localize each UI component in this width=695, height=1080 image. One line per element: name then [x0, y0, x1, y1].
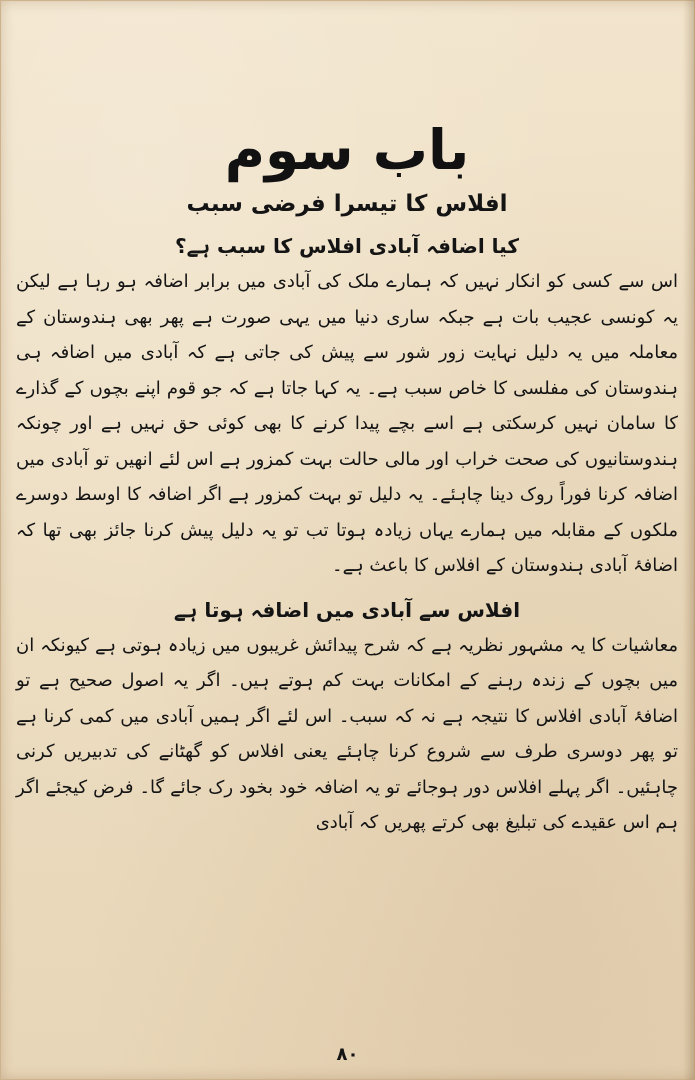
section-heading-1: کیا اضافہ آبادی افلاس کا سبب ہے؟ — [175, 234, 519, 258]
section-paragraph-2: معاشیات کا یہ مشہور نظریہ ہے کہ شرح پیدائش غریبوں میں زیادہ ہوتی ہے کیونکہ ان میں بچوں کے زندہ رہنے کے امکانات بہت کم ہوتے ہیں۔ اگر یہ اصول صحیح ہے تو اضافۂ آبادی افلاس کا نتیجہ ہے نہ کہ سبب۔ اس لئے اگر ہمیں آبادی میں کمی کرنا ہے تو پھر دوسری طرف سے شروع کرنا چاہئے یعنی افلاس کو گھٹانے کی تدبیریں کرنی چاہئیں۔ اگر پہلے افلاس دور ہوجائے تو یہ اضافہ خود بخود رک جائے گا۔ فرض کیجئے اگر ہم اس عقیدے کی تبلیغ بھی کرتے پھریں کہ آبادی — [16, 634, 678, 833]
section-paragraph-1: اس سے کسی کو انکار نہیں کہ ہمارے ملک کی آبادی میں برابر اضافہ ہو رہا ہے لیکن یہ کونسی عجیب بات ہے جبکہ ساری دنیا میں یہی صورت ہے پھر بھی ہندوستان کے معاملہ میں یہ دلیل نہایت زور شور سے پیش کی جاتی ہے کہ آبادی میں اضافہ ہی ہندوستان کی مفلسی کا خاص سبب ہے۔ یہ کہا جاتا ہے کہ جو قوم اپنے بچوں کے گذارے کا سامان نہیں کرسکتی ہے اسے بچے پیدا کرنے کا بھی کوئی حق نہیں ہے اور چونکہ ہندوستانیوں کی صحت خراب اور مالی حالت بہت کمزور ہے اس لئے انھیں تو آبادی میں اضافہ کرنا فوراً روک دینا چاہئے۔ یہ دلیل تو بہت کمزور ہے اگر اضافہ کا اوسط دوسرے ملکوں کے مقابلہ میں ہمارے یہاں زیادہ ہوتا تب تو یہ دلیل پیش کرنا جائز بھی تھا کہ اضافۂ آبادی ہندوستان کے افلاس کا باعث ہے۔ — [16, 271, 678, 576]
chapter-subtitle: افلاس کا تیسرا فرضی سبب — [186, 191, 508, 217]
page-edge-shadow — [683, 0, 695, 1080]
page-number: ۸۰ — [336, 1044, 359, 1065]
page-content — [16, 112, 678, 841]
chapter-title: باب سوم — [224, 118, 470, 182]
section-heading-2: افلاس سے آبادی میں اضافہ ہوتا ہے — [173, 597, 521, 622]
